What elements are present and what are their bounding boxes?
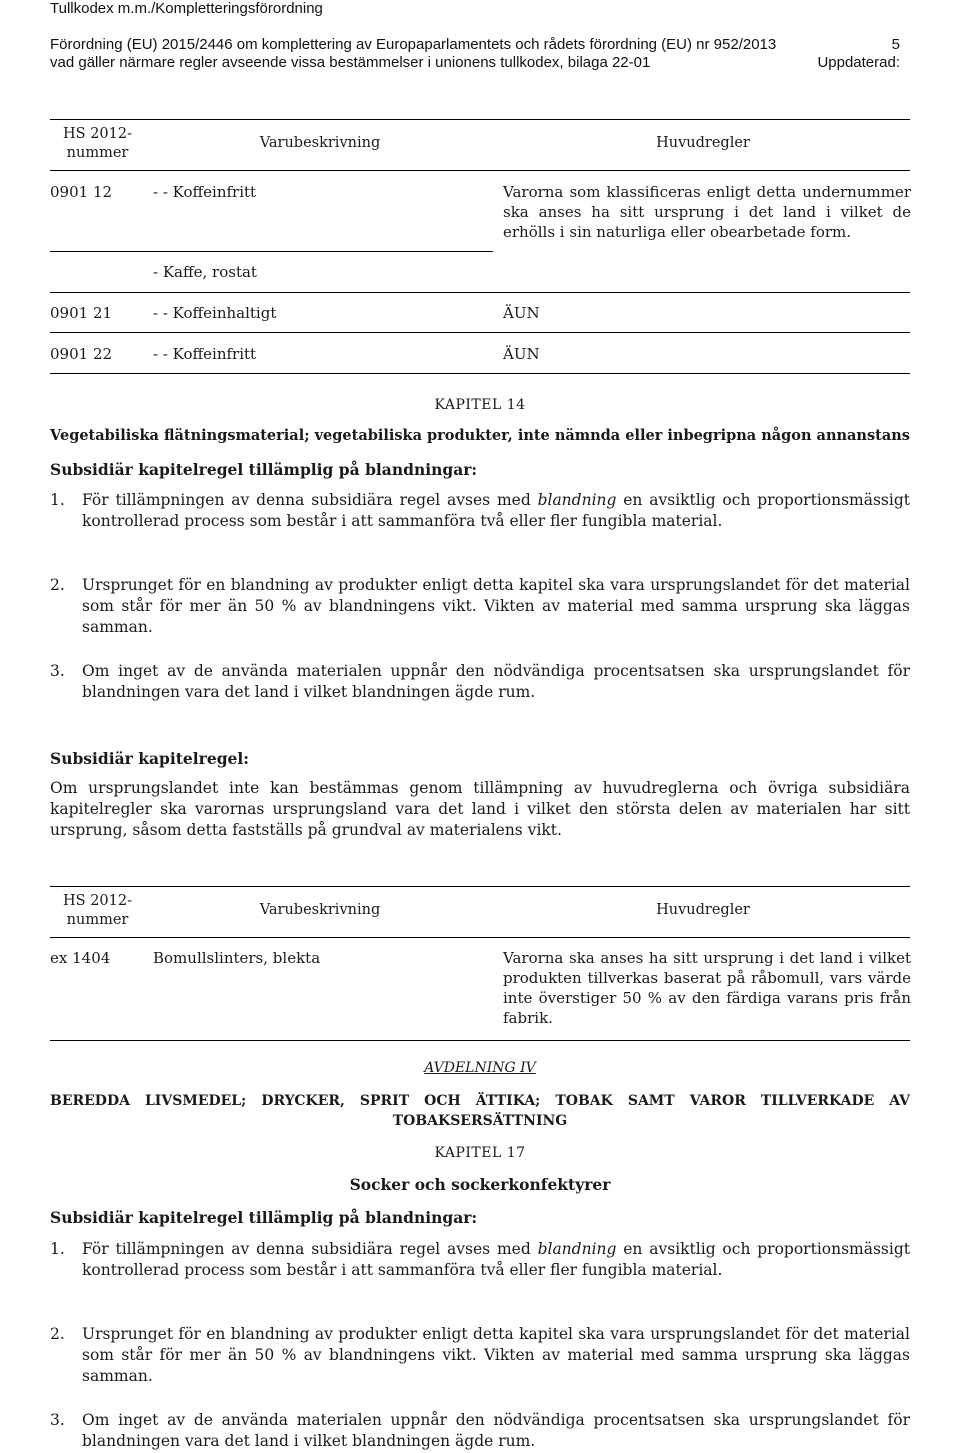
col-header-hs [50, 125, 145, 163]
paragraph-1 [50, 1239, 910, 1281]
paragraph-text [82, 1239, 910, 1281]
col-header-hs [50, 892, 145, 930]
table-bottom-rule [50, 1040, 910, 1041]
paragraph-2 [50, 1324, 910, 1387]
col-header-desc: Varubeskrivning [259, 135, 381, 151]
sub-heading: Subsidiär kapitelregel tillämplig på blandningar: [50, 460, 478, 479]
table-top-rule [50, 119, 910, 120]
paragraph-number: 2. [50, 576, 65, 594]
table-row-rule: Varorna som klassificeras enligt detta undernummer ska anses ha sitt ursprung i det land i vilket de erhölls i sin naturliga eller obearbetade form. [503, 183, 911, 241]
paragraph-text: Om inget av de använda materialen uppnår den nödvändiga procentsatsen ska ursprungslandet för blandningen vara det land i vilket blandningen ägde rum. [82, 662, 910, 701]
italic-term: blandning [537, 491, 617, 509]
col-header-rules: Huvudregler [656, 902, 750, 918]
col-header-hs-line1: HS 2012- [63, 126, 132, 142]
header-title: Tullkodex m.m./Kompletteringsförordning [50, 0, 323, 17]
row-divider [50, 251, 493, 252]
paragraph-text: Ursprunget för en blandning av produkter enligt detta kapitel ska vara ursprungslandet för det material som står för mer än 50 % av blandningens vikt. Vikten av material med samma ursprung ska läggas samman. [82, 576, 910, 636]
col-header-desc: Varubeskrivning [259, 902, 381, 918]
table-row-desc: Bomullslinters, blekta [153, 949, 321, 967]
table-row-desc: - - Koffeinfritt [153, 183, 257, 201]
text-run: en avsiktlig och proportionsmässigt kontrollerad process som består i att sammanföra två eller fler fungibla material. [82, 1240, 910, 1279]
row-divider [50, 292, 910, 293]
paragraph-3 [50, 1410, 910, 1452]
section-label: AVDELNING IV [424, 1060, 536, 1076]
paragraph-2 [50, 575, 910, 638]
sub-heading: Subsidiär kapitelregel tillämplig på blandningar: [50, 1208, 478, 1227]
paragraph-3 [50, 661, 910, 703]
paragraph-number: 2. [50, 1325, 65, 1343]
table-bottom-rule [50, 373, 910, 374]
paragraph-number: 1. [50, 491, 65, 509]
col-header-rules: Huvudregler [656, 135, 750, 151]
table-row-rule: ÄUN [503, 304, 540, 322]
table-header-rule [50, 170, 910, 171]
col-header-hs-line1: HS 2012- [63, 893, 132, 909]
text-run: För tillämpningen av denna subsidiära regel avses med [82, 1240, 538, 1258]
paragraph-1 [50, 490, 910, 532]
page-number: 5 [891, 36, 900, 53]
header-regulation-line2: vad gäller närmare regler avseende vissa bestämmelser i unionens tullkodex, bilaga 22-01 [50, 54, 651, 71]
paragraph-number: 3. [50, 662, 65, 680]
table-row-hs: 0901 21 [50, 304, 113, 322]
table-row-rule: ÄUN [503, 345, 540, 363]
page-header [0, 0, 960, 120]
table-row-desc: - - Koffeinhaltigt [153, 304, 277, 322]
sub-heading-2: Subsidiär kapitelregel: [50, 749, 250, 768]
table-row-hs: 0901 12 [50, 183, 113, 201]
chapter-title: Vegetabiliska flätningsmaterial; vegetabiliska produkter, inte nämnda eller inbegripna någon annanstans [50, 427, 910, 444]
text-run: en avsiktlig och proportionsmässigt kontrollerad process som består i att sammanföra två eller fler fungibla material. [82, 491, 910, 530]
section-title-line1: BEREDDA LIVSMEDEL; DRYCKER, SPRIT OCH ÄTTIKA; TOBAK SAMT VAROR TILLVERKADE AV [50, 1093, 910, 1109]
paragraph-text [82, 490, 910, 532]
table-row-rule: Varorna ska anses ha sitt ursprung i det land i vilket produkten tillverkas baserat på råbomull, vars värde inte överstiger 50 % av den färdiga varans pris från fabrik. [503, 949, 911, 1027]
italic-term: blandning [537, 1240, 617, 1258]
table-row-desc: - - Koffeinfritt [153, 345, 257, 363]
chapter-label: KAPITEL 14 [434, 397, 526, 413]
paragraph-number: 1. [50, 1240, 65, 1258]
chapter-title: Socker och sockerkonfektyrer [349, 1175, 611, 1194]
col-header-hs-line2: nummer [66, 912, 129, 928]
updated-label: Uppdaterad: [817, 54, 900, 71]
paragraph-number: 3. [50, 1411, 65, 1429]
text-run: För tillämpningen av denna subsidiära regel avses med [82, 491, 538, 509]
row-divider [50, 332, 910, 333]
table-top-rule [50, 886, 910, 887]
table-row-hs: ex 1404 [50, 949, 111, 967]
chapter-label: KAPITEL 17 [434, 1145, 526, 1161]
table-row-desc: - Kaffe, rostat [153, 263, 257, 281]
table-header-rule [50, 937, 910, 938]
paragraph-text: Om inget av de använda materialen uppnår den nödvändiga procentsatsen ska ursprungslandet för blandningen vara det land i vilket blandningen ägde rum. [82, 1411, 910, 1450]
table-row-hs: 0901 22 [50, 345, 113, 363]
header-regulation-line1: Förordning (EU) 2015/2446 om komplettering av Europaparlamentets och rådets förordning (EU) nr 952/2013 [50, 36, 777, 53]
col-header-hs-line2: nummer [66, 145, 129, 161]
paragraph-4: Om ursprungslandet inte kan bestämmas genom tillämpning av huvudreglerna och övriga subsidiära kapitelregler ska varornas ursprungsland vara det land i vilket den största delen av materialen har sitt ursprung, såsom detta fastställs på grundval av materialens vikt. [50, 779, 910, 839]
section-title-line2: TOBAKSERSÄTTNING [392, 1113, 568, 1129]
paragraph-text: Ursprunget för en blandning av produkter enligt detta kapitel ska vara ursprungslandet för det material som står för mer än 50 % av blandningens vikt. Vikten av material med samma ursprung ska läggas samman. [82, 1325, 910, 1385]
